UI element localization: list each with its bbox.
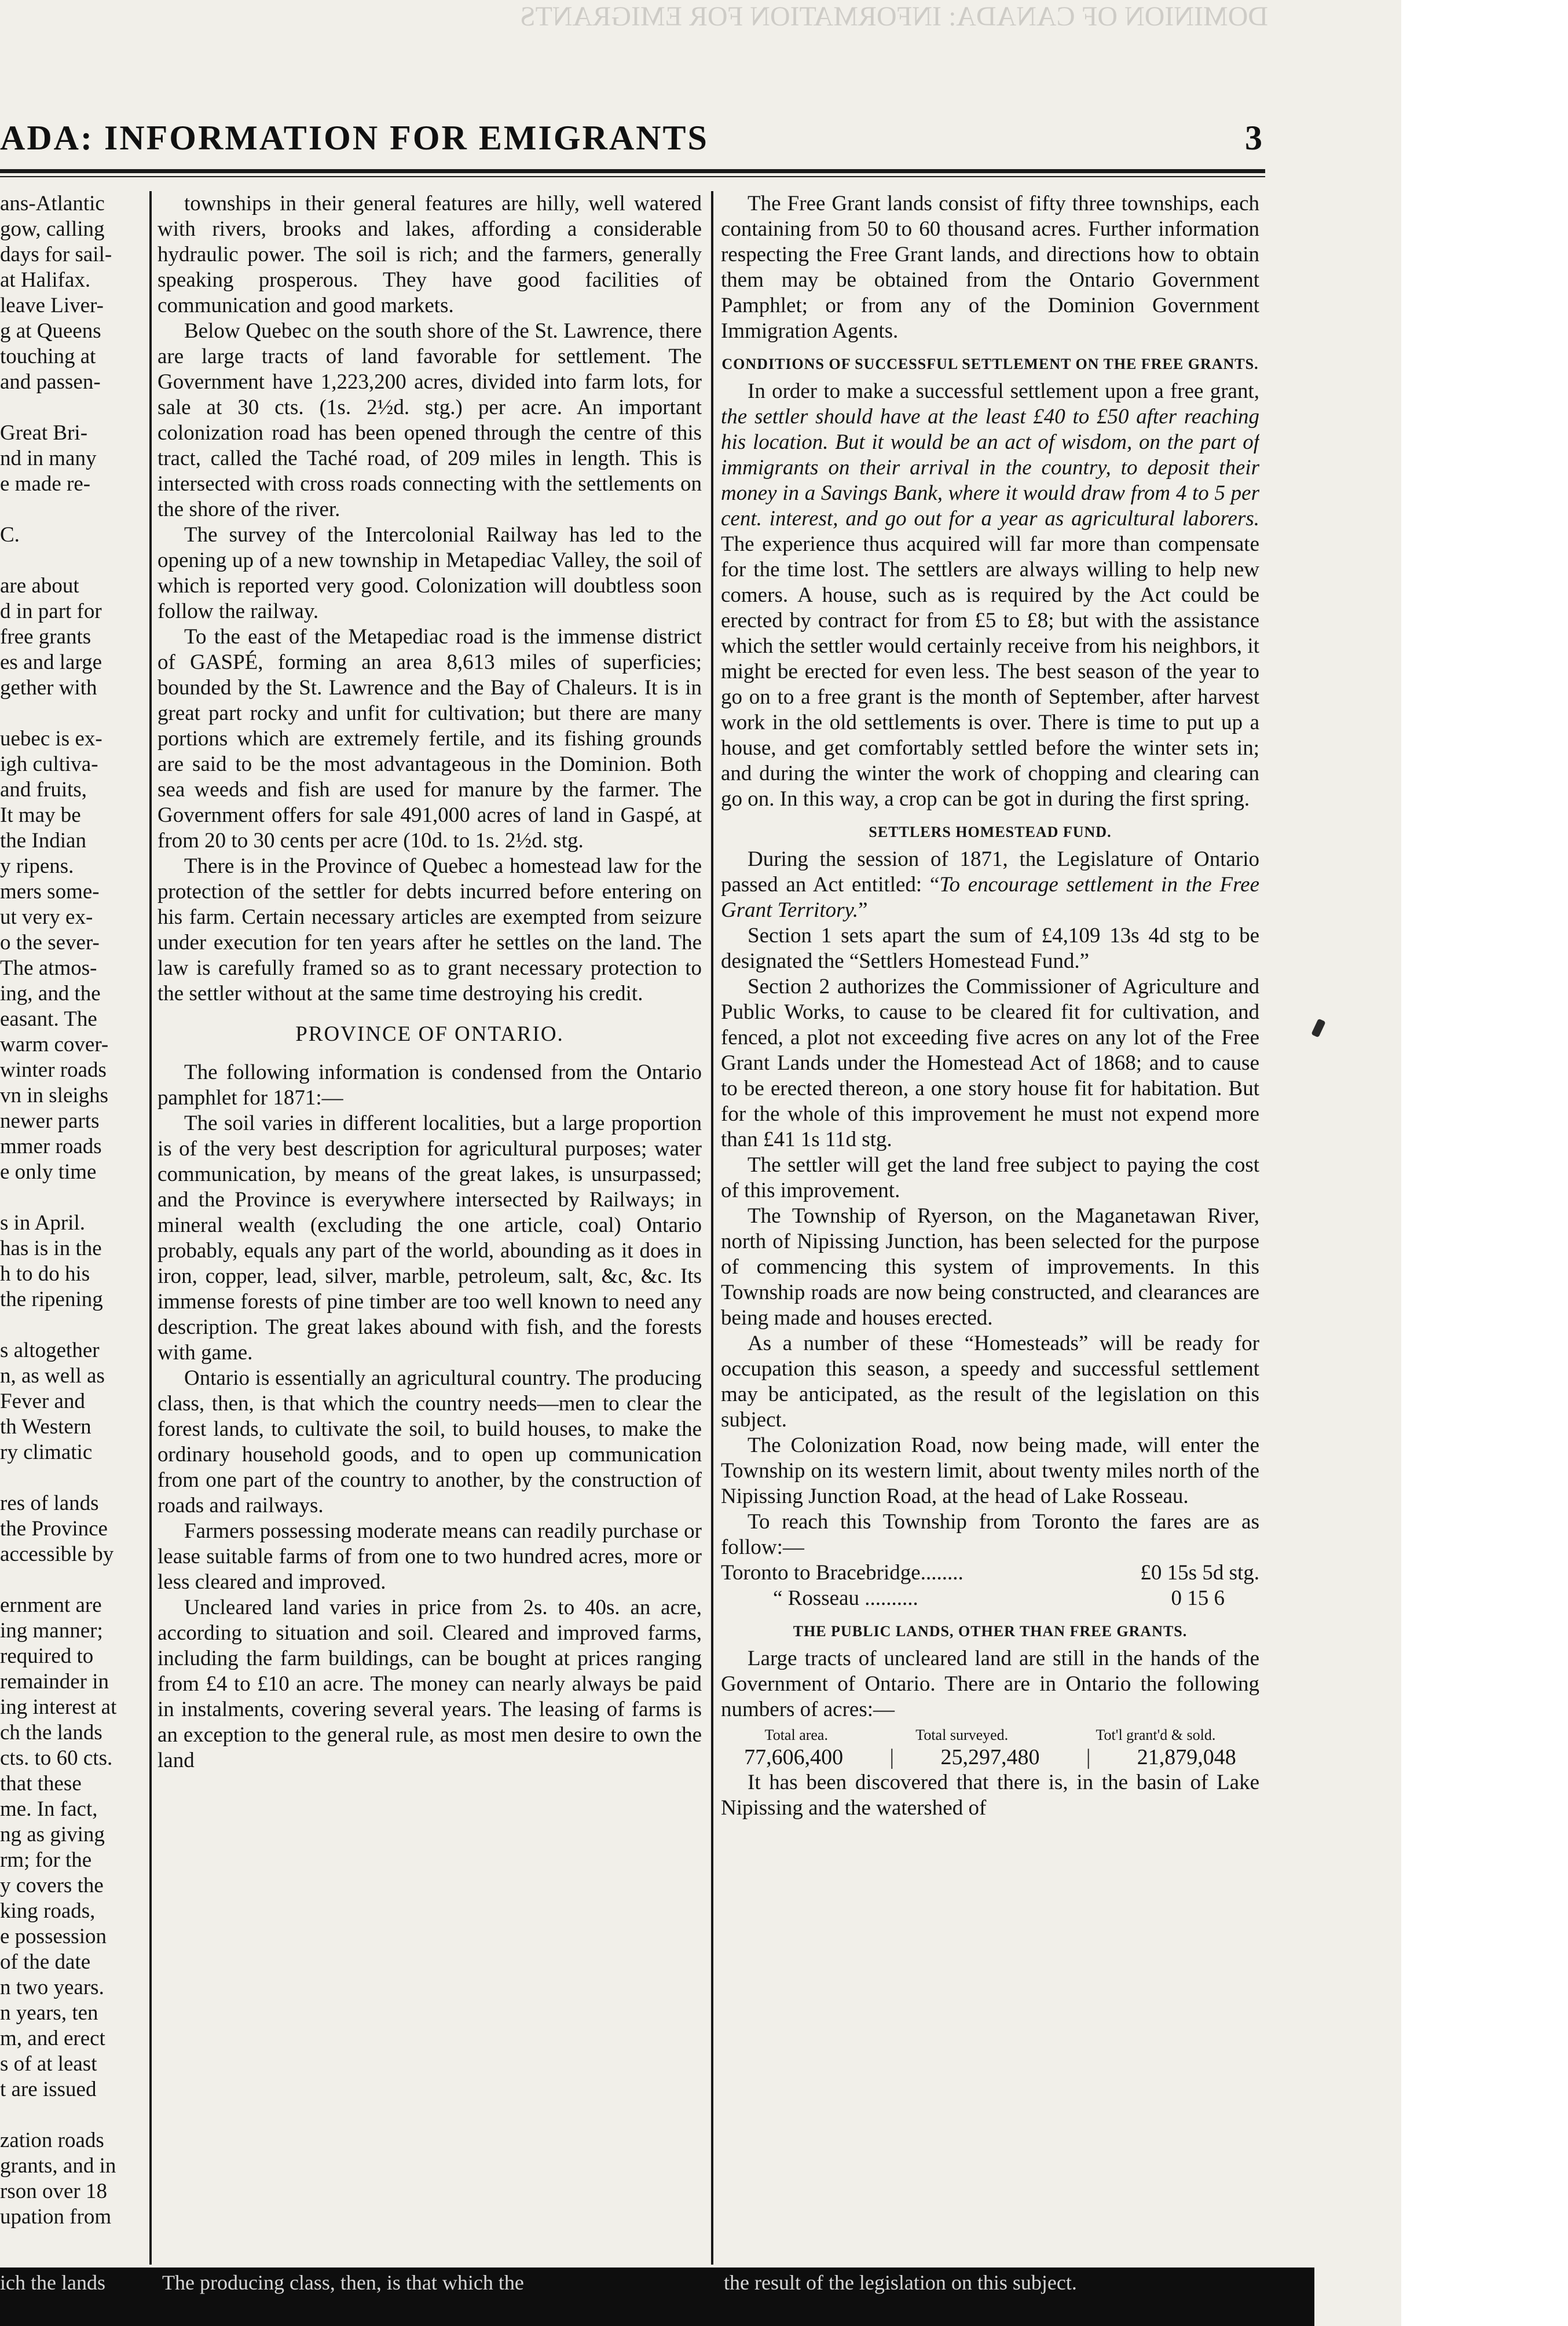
right-column: [721, 191, 1259, 2247]
left-fragment-line: ch the lands: [0, 1721, 102, 1745]
paragraph: It has been discovered that there is, in the basin of Lake Nipissing and the watershed of: [721, 1771, 1259, 1820]
bottom-fragment-middle: The producing class, then, is that which the: [162, 2271, 524, 2294]
paragraph: Farmers possessing moderate means can readily purchase or lease suitable farms of from one to two hundred acres, more or less cleared and improved.: [157, 1519, 702, 1594]
left-fragment-line: [0, 1185, 142, 1210]
bottom-fragment-left: ich the lands: [0, 2271, 105, 2294]
fare-amount: £0 15s 5d stg.: [1140, 1561, 1259, 1585]
section-heading-public-lands: THE PUBLIC LANDS, OTHER THAN FREE GRANTS.: [793, 1623, 1188, 1640]
paragraph: [721, 379, 1259, 812]
left-fragment-line: s in April.: [0, 1211, 85, 1235]
left-fragment-line: C.: [0, 523, 20, 547]
left-fragment-line: vn in sleighs: [0, 1084, 109, 1107]
column-divider-left: [149, 191, 152, 2265]
left-fragment-line: grants, and in: [0, 2154, 116, 2178]
paragraph: [721, 847, 1259, 923]
left-fragment-line: nd in many: [0, 447, 97, 470]
text-run: The experience thus acquired will far more than compensate for the time lost. The settlers are always willing to help new comers. A house, such as is required by the Act could be erected by contract for from £5 to £8; but with the assistance which the settler would certainly receive from his neighbors, it might be erected for even less. The best season of the year to go on to a free grant is the month of September, after harvest work in the old settlements is over. There is time to put up a house, and get comfortably settled before the winter sets in; and during the winter the work of chopping and clearing can go on. In this way, a crop can be got in during the first spring.: [721, 532, 1259, 811]
left-fragment-line: e only time: [0, 1160, 97, 1184]
left-fragment-line: res of lands: [0, 1491, 99, 1515]
left-fragment-line: newer parts: [0, 1109, 100, 1133]
left-fragment-line: [0, 1465, 142, 1491]
column-divider-right: [711, 191, 713, 2265]
left-fragment-line: [0, 1567, 142, 1593]
left-fragment-line: me. In fact,: [0, 1797, 98, 1821]
italic-run: the settler should have at the least £40 to £50 after reaching his location. But it would be an act of wisdom, on the part of immigrants on their arrival in the country, to deposit their money in a Savings Bank, where it would draw from 4 to 5 per cent. interest, and go out for a year as agricultural laborers.: [721, 405, 1259, 531]
stats-values: [721, 1745, 1259, 1770]
left-fragment-line: and fruits,: [0, 778, 87, 802]
left-fragment-line: s altogether: [0, 1338, 100, 1362]
left-fragment-line: th Western: [0, 1415, 91, 1439]
stats-separator: |: [889, 1745, 895, 1769]
left-fragment-line: ng as giving: [0, 1823, 105, 1846]
text-run: ”: [858, 898, 868, 922]
text-run: During the session of 1871, the Legislature of Ontario passed an Act entitled: “: [721, 847, 1259, 897]
fare-row: [721, 1586, 1259, 1611]
left-fragment-line: gether with: [0, 676, 97, 700]
fare-destination: “ Rosseau ..........: [773, 1586, 918, 1610]
paragraph: townships in their general features are hilly, well watered with rivers, brooks and lakes, affording a considerable hydraulic power. The soil is rich; and the farmers, generally speaking prosperous. They have good facilities of communication and good markets.: [157, 192, 702, 317]
paragraph: Large tracts of uncleared land are still in the hands of the Government of Ontario. There are in Ontario the following numbers of acres:—: [721, 1647, 1259, 1721]
left-fragment-line: [0, 1312, 142, 1338]
left-fragment-line: igh cultiva-: [0, 752, 98, 776]
paragraph: Section 1 sets apart the sum of £4,109 13s 4d stg to be designated the “Settlers Homestead Fund.”: [721, 924, 1259, 973]
left-fragment-line: s of at least: [0, 2052, 97, 2076]
left-fragment-line: ing manner;: [0, 1619, 103, 1643]
stats-label: Total area.: [764, 1727, 828, 1743]
paragraph: To reach this Township from Toronto the fares are as follow:—: [721, 1510, 1259, 1559]
left-fragment-line: [0, 2102, 142, 2128]
stats-separator: |: [1086, 1745, 1091, 1769]
fare-destination: Toronto to Bracebridge........: [721, 1561, 963, 1585]
left-fragment-line: easant. The: [0, 1007, 97, 1031]
left-fragment-line: are about: [0, 574, 79, 598]
left-fragment-line: mmer roads: [0, 1135, 102, 1158]
stats-label: Total surveyed.: [915, 1727, 1009, 1743]
left-fragment-line: n years, ten: [0, 2001, 98, 2025]
middle-column: [157, 191, 702, 2247]
section-heading-ontario: PROVINCE OF ONTARIO.: [295, 1022, 564, 1046]
left-fragment-line: king roads,: [0, 1899, 96, 1923]
left-fragment-line: has is in the: [0, 1237, 102, 1260]
left-fragment-line: Great Bri-: [0, 421, 88, 445]
paragraph: There is in the Province of Quebec a homestead law for the protection of the settler for debts incurred before entering on his farm. Certain necessary articles are exempted from seizure under execution for ten years after he settles on the land. The law is carefully framed so as to grant necessary protection to the settler without at the same time destroying his credit.: [157, 854, 702, 1005]
left-fragment-line: of the date: [0, 1950, 91, 1974]
left-fragment-line: g at Queens: [0, 319, 101, 343]
left-fragment-line: y covers the: [0, 1874, 104, 1897]
left-fragment-line: the ripening: [0, 1288, 103, 1311]
left-fragment-line: n, as well as: [0, 1364, 105, 1388]
left-fragment-line: [0, 548, 142, 573]
left-fragment-line: rson over 18: [0, 2179, 107, 2203]
stats-label: Tot'l grant'd & sold.: [1096, 1727, 1216, 1743]
left-fragment-line: touching at: [0, 345, 96, 368]
left-fragment-line: [0, 701, 142, 726]
paragraph: The settler will get the land free subject to paying the cost of this improvement.: [721, 1153, 1259, 1202]
paragraph: The Colonization Road, now being made, will enter the Township on its western limit, about twenty miles north of the Nipissing Junction Road, at the head of Lake Rosseau.: [721, 1433, 1259, 1508]
left-fragment-line: m, and erect: [0, 2027, 105, 2050]
left-fragment-line: ernment are: [0, 1593, 102, 1617]
paragraph: The Township of Ryerson, on the Maganetawan River, north of Nipissing Junction, has been selected for the purpose of commencing this system of improvements. In this Township roads are now being constructed, and clearances are being made and houses erected.: [721, 1204, 1259, 1330]
italic-run: To encourage settlement in the Free Grant Territory.: [721, 873, 1259, 922]
section-heading-conditions: CONDITIONS OF SUCCESSFUL SETTLEMENT ON THE FREE GRANTS.: [721, 356, 1259, 372]
left-fragment-line: remainder in: [0, 1670, 109, 1694]
left-fragment-line: rm; for the: [0, 1848, 92, 1872]
stats-value: 77,606,400: [744, 1745, 844, 1769]
paragraph: To the east of the Metapediac road is the immense district of GASPÉ, forming an area 8,613 miles of superficies; bounded by the St. Lawrence and the Bay of Chaleurs. It is in great part rocky and unfit for cultivation; but there are many portions which are extremely fertile, and its fishing grounds are said to be the most advantageous in the Dominion. Both sea weeds and fish are used for manure by the farmer. The Government offers for sale 491,000 acres of land in Gaspé, at from 20 to 30 cents per acre (10d. to 1s. 2½d. stg.: [157, 625, 702, 853]
paragraph: Section 2 authorizes the Commissioner of Agriculture and Public Works, to cause to be cleared fit for cultivation, and fenced, a plot not exceeding five acres on any lot of the Free Grant Lands under the Homestead Act of 1868; and to cause to be erected thereon, a one story house fit for habitation. But for the whole of this improvement he must not expend more than £41 1s 11d stg.: [721, 975, 1259, 1151]
left-fragment-line: e possession: [0, 1925, 107, 1948]
left-fragment-line: and passen-: [0, 370, 101, 394]
left-fragment-line: ing, and the: [0, 982, 101, 1005]
bottom-fragment-right: the result of the legislation on this subject.: [724, 2271, 1077, 2294]
bottom-duplicate-strip: [0, 2270, 1314, 2326]
left-fragment-line: mers some-: [0, 880, 100, 904]
left-fragment-line: required to: [0, 1644, 94, 1668]
fare-amount: 0 15 6: [1171, 1586, 1225, 1610]
left-fragment-line: that these: [0, 1772, 82, 1795]
paragraph: Ontario is essentially an agricultural country. The producing class, then, is that which the country needs—men to clear the forest lands, to cultivate the soil, to build houses, to make the ordinary household goods, and to open up communication from one part of the country to another, by the construction of roads and railways.: [157, 1366, 702, 1517]
paragraph: The Free Grant lands consist of fifty three townships, each containing from 50 to 60 thousand acres. Further information respecting the Free Grant lands, and directions how to obtain them may be obtained from the Ontario Government Pamphlet; or from any of the Dominion Government Immigration Agents.: [721, 192, 1259, 343]
header-rule-thin: [0, 176, 1265, 177]
left-fragment-line: days for sail-: [0, 243, 112, 266]
left-fragment-line: h to do his: [0, 1262, 90, 1286]
stats-value: 21,879,048: [1137, 1745, 1236, 1769]
left-fragment-line: uebec is ex-: [0, 727, 102, 751]
bleed-through-text: DOMINION OF CANADA: INFORMATION FOR EMIGRANTS: [519, 1, 1268, 32]
left-fragment-line: the Indian: [0, 829, 86, 853]
left-fragment-line: warm cover-: [0, 1033, 109, 1056]
page-header-title: ADA: INFORMATION FOR EMIGRANTS: [0, 119, 709, 157]
left-fragment-line: upation from: [0, 2205, 112, 2229]
left-fragment-line: ry climatic: [0, 1440, 93, 1464]
fare-row: [721, 1560, 1259, 1586]
left-fragment-line: es and large: [0, 650, 102, 674]
left-fragment-line: the Province: [0, 1517, 108, 1541]
left-fragment-line: n two years.: [0, 1976, 104, 1999]
left-fragment-line: ut very ex-: [0, 905, 93, 929]
left-fragment-line: free grants: [0, 625, 91, 649]
left-fragment-line: accessible by: [0, 1542, 114, 1566]
left-fragment-line: It may be: [0, 803, 81, 827]
paragraph: Below Quebec on the south shore of the St. Lawrence, there are large tracts of land favorable for settlement. The Government have 1,223,200 acres, divided into farm lots, for sale at 30 cts. (1s. 2½d. stg.) per acre. An important colonization road has been opened through the centre of this tract, called the Taché road, of 209 miles in length. This is intersected with cross roads connecting with the settlements on the shore of the river.: [157, 319, 702, 521]
left-fragment-line: The atmos-: [0, 956, 97, 980]
paragraph: Uncleared land varies in price from 2s. to 40s. an acre, according to situation and soil. Cleared and improved farms, including the farm buildings, can be bought at prices ranging from £4 to £10 an acre. The money can nearly always be paid in instalments, covering several years. The leasing of farms is an exception to the general rule, as most men desire to own the land: [157, 1596, 702, 1772]
left-fragment-line: at Halifax.: [0, 268, 91, 292]
left-fragment-line: t are issued: [0, 2078, 97, 2101]
left-fragment-line: o the sever-: [0, 931, 100, 954]
left-fragment-line: cts. to 60 cts.: [0, 1746, 113, 1770]
left-fragment-line: d in part for: [0, 599, 102, 623]
left-fragment-line: [0, 395, 142, 420]
text-run: In order to make a successful settlement upon a free grant,: [748, 379, 1259, 403]
left-fragment-line: gow, calling: [0, 217, 105, 241]
left-fragment-line: zation roads: [0, 2128, 104, 2152]
page-number: 3: [1245, 119, 1262, 157]
left-fragment-line: leave Liver-: [0, 294, 104, 317]
left-fragment-line: e made re-: [0, 472, 91, 496]
stats-value: 25,297,480: [940, 1745, 1040, 1769]
section-heading-homestead-fund: SETTLERS HOMESTEAD FUND.: [869, 824, 1112, 840]
margin-ink-mark: [1311, 1018, 1325, 1037]
paragraph: As a number of these “Homesteads” will be ready for occupation this season, a speedy and successful settlement may be anticipated, as the result of the legislation on this subject.: [721, 1332, 1259, 1432]
left-fragment-line: y ripens.: [0, 854, 74, 878]
left-fragment-line: Fever and: [0, 1389, 85, 1413]
left-fragment-line: [0, 497, 142, 522]
left-column-fragments: [0, 191, 142, 2247]
header-rule: [0, 169, 1265, 173]
paragraph: The survey of the Intercolonial Railway has led to the opening up of a new township in Metapediac Valley, the soil of which is reported very good. Colonization will doubtless soon follow the railway.: [157, 523, 702, 623]
left-fragment-line: ans-Atlantic: [0, 192, 105, 215]
stats-labels: [721, 1726, 1259, 1745]
paragraph: The following information is condensed from the Ontario pamphlet for 1871:—: [157, 1060, 702, 1110]
scan-margin: [1401, 0, 1568, 2326]
left-fragment-line: winter roads: [0, 1058, 107, 1082]
left-fragment-line: ing interest at: [0, 1695, 117, 1719]
paragraph: The soil varies in different localities, but a large proportion is of the very best description for agricultural purposes; water communication, by means of the great lakes, is unsurpassed; and the Province is everywhere intersected by Railways; in mineral wealth (excluding the one article, coal) Ontario probably, equals any part of the world, abounding as it does in iron, copper, lead, silver, marble, petroleum, salt, &c, &c. Its immense forests of pine timber are too well known to need any description. The great lakes abound with fish, and the forests with game.: [157, 1111, 702, 1365]
